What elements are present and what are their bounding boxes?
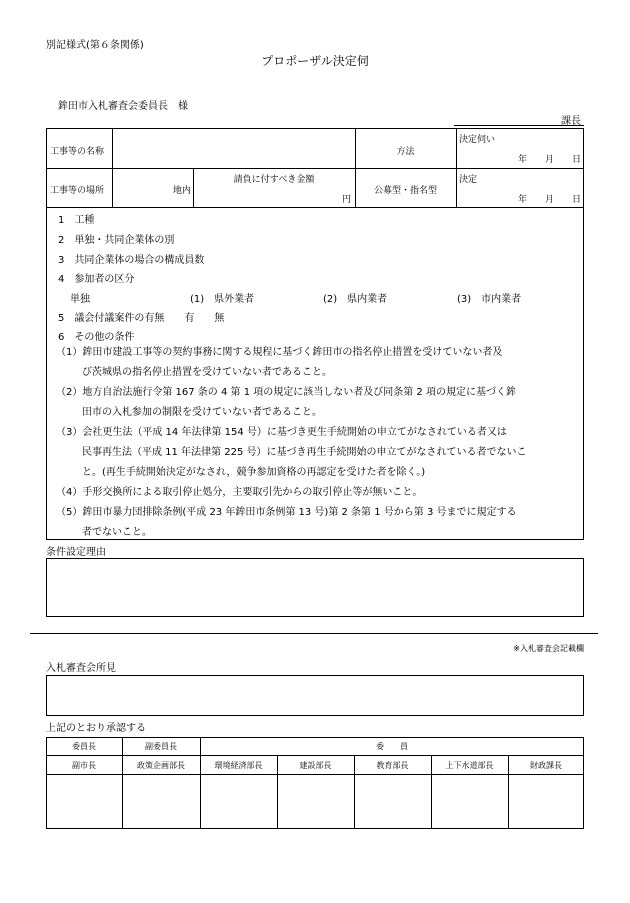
seal-cell-environment-economy[interactable] — [201, 775, 277, 828]
committee-note: ※入札審査会記載欄 — [513, 644, 584, 653]
condition-2: （2）地方自治法施行令第 167 条の 4 第 1 項の規定に該当しない者及び同条第 2 項の規定に基づく鉾 — [56, 387, 516, 398]
item-jv-members: 3 共同企業体の場合の構成員数 — [58, 255, 205, 266]
decision-label: 決定 — [459, 175, 478, 185]
conditions-list — [56, 343, 584, 543]
participant-in-city[interactable]: (3) 市内業者 — [457, 294, 522, 305]
section-separator — [30, 633, 598, 634]
chair-header: 委員長 — [72, 742, 96, 751]
decision-date[interactable]: 年 月 日 — [517, 195, 581, 205]
seal-cell-policy-planning[interactable] — [123, 775, 200, 828]
contract-amount-unit[interactable]: 円 — [341, 195, 351, 205]
approval-label: 上記のとおり承認する — [46, 723, 146, 734]
page-title: プロポーザル決定伺 — [261, 54, 369, 68]
seal-cell-finance[interactable] — [509, 775, 583, 828]
seal-cell-water-sewer[interactable] — [432, 775, 508, 828]
condition-5-cont: 者でないこと。 — [82, 527, 152, 538]
seal-cell-construction[interactable] — [278, 775, 354, 828]
role-environment-economy: 環境経済部長 — [214, 761, 263, 770]
item-single-or-jv: 2 単独・共同企業体の別 — [58, 235, 175, 246]
role-finance: 財政課長 — [530, 761, 562, 770]
committee-opinion-label: 入札審査会所見 — [46, 663, 116, 674]
role-water-sewer: 上下水道部長 — [445, 761, 494, 770]
construction-location-label: 工事等の場所 — [50, 186, 105, 196]
item-council-referral: 5 議会付議案件の有無 有 無 — [58, 313, 225, 324]
item-participant-class: 4 参加者の区分 — [58, 274, 135, 285]
construction-name-field[interactable] — [116, 132, 351, 164]
addressee: 鉾田市入札審査会委員長 様 — [58, 101, 188, 112]
condition-3: （3）会社更生法（平成 14 年法律第 154 号）に基づき更生手続開始の申立てがなされている者又は — [56, 427, 507, 438]
condition-4: （4）手形交換所による取引停止処分，主要取引先からの取引停止等が無いこと。 — [56, 487, 423, 498]
decision-request-label: 決定伺い — [459, 135, 496, 145]
contract-amount-label: 請負に付すべき金額 — [233, 175, 315, 185]
tender-type-label[interactable]: 公募型・指名型 — [373, 186, 437, 196]
role-construction: 建設部長 — [299, 761, 332, 770]
row-divider-1 — [46, 168, 584, 169]
participant-single: 単独 — [70, 294, 90, 305]
participant-in-prefecture[interactable]: (2) 県内業者 — [323, 294, 388, 305]
method-label: 方法 — [396, 147, 415, 157]
role-deputy-mayor: 副市長 — [72, 761, 96, 770]
members-header: 委 員 — [376, 742, 408, 751]
condition-1: （1）鉾田市建設工事等の契約事務に関する規程に基づく鉾田市の指名停止措置を受けていない者及 — [56, 347, 503, 358]
reason-field[interactable] — [46, 558, 584, 617]
seal-cell-deputy-mayor[interactable] — [47, 775, 122, 828]
condition-3-cont2: と。(再生手続開始決定がなされ，競争参加資格の再認定を受けた者を除く。) — [82, 467, 426, 478]
construction-name-label: 工事等の名称 — [50, 147, 105, 157]
location-area-suffix: 地内 — [172, 186, 191, 196]
role-policy-planning: 政策企画部長 — [137, 761, 185, 770]
approval-row-divider-1 — [46, 755, 584, 756]
condition-2-cont: 田市の入札参加の制限を受けていない者であること。 — [82, 407, 322, 418]
reason-label: 条件設定理由 — [46, 547, 106, 558]
sender-title: 課長 — [561, 116, 581, 127]
participant-out-of-prefecture[interactable]: (1) 県外業者 — [190, 294, 255, 305]
item-other-conditions: 6 その他の条件 — [58, 332, 135, 343]
row-divider-2 — [46, 207, 584, 208]
item-work-type: 1 工種 — [58, 215, 95, 226]
role-education: 教育部長 — [376, 761, 409, 770]
form-reference: 別記様式(第６条関係) — [46, 40, 144, 51]
vice-chair-header: 副委員長 — [145, 742, 177, 751]
condition-3-cont: 民事再生法（平成 11 年法律第 225 号）に基づき再生手続開始の申立てがなされている者でないこ — [82, 447, 527, 458]
col-divider-d — [456, 128, 457, 207]
condition-1-cont: び茨城県の指名停止措置を受けていない者であること。 — [82, 367, 332, 378]
condition-5: （5）鉾田市暴力団排除条例(平成 23 年鉾田市条例第 13 号)第 2 条第 1 号から第 3 号までに規定する — [56, 507, 517, 518]
committee-opinion-field[interactable] — [46, 675, 584, 716]
seal-cell-education[interactable] — [355, 775, 431, 828]
decision-request-date[interactable]: 年 月 日 — [517, 155, 581, 165]
